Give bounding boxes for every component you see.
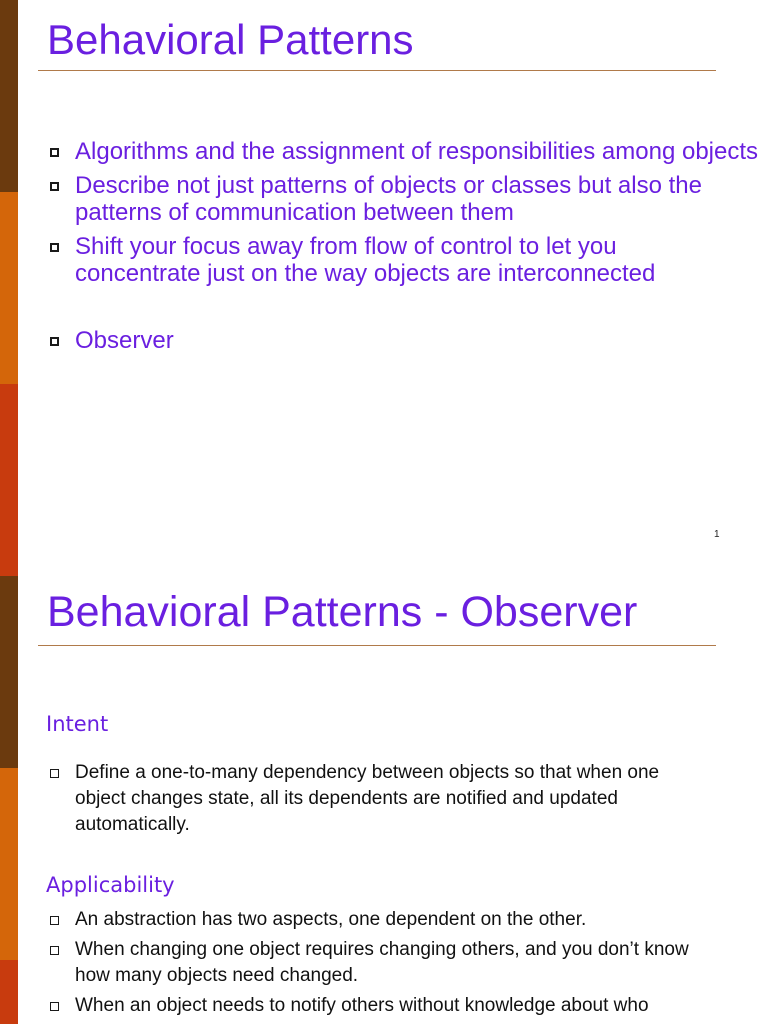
square-bullet-icon bbox=[50, 337, 59, 346]
list-item bbox=[0, 138, 768, 165]
bullet-text: An abstraction has two aspects, one dependent on the other. bbox=[75, 909, 587, 930]
list-item bbox=[0, 233, 768, 287]
slide-title: Behavioral Patterns - Observer bbox=[47, 588, 638, 636]
bullet-text: Shift your focus away from flow of control to let you concentrate just on the way objects are interconnected bbox=[75, 233, 656, 287]
list-item bbox=[0, 907, 768, 933]
list-item bbox=[0, 993, 768, 1019]
list-item bbox=[0, 172, 768, 226]
list-item bbox=[0, 760, 768, 838]
title-divider bbox=[38, 645, 716, 646]
intent-list bbox=[0, 760, 768, 838]
square-bullet-icon bbox=[50, 769, 59, 778]
bullet-text: Algorithms and the assignment of responsibilities among objects bbox=[75, 138, 759, 165]
applicability-list bbox=[0, 907, 768, 1019]
square-bullet-icon bbox=[50, 148, 59, 157]
bullet-text: Observer bbox=[75, 327, 174, 354]
page-number: 1 bbox=[714, 529, 720, 540]
list-item bbox=[0, 327, 768, 354]
square-bullet-icon bbox=[50, 1002, 59, 1011]
bullet-text: When changing one object requires changing others, and you don’t know how many objects need changed. bbox=[75, 939, 689, 986]
bullet-list bbox=[0, 138, 768, 354]
square-bullet-icon bbox=[50, 946, 59, 955]
bullet-text: Define a one-to-many dependency between objects so that when one object changes state, all its dependents are notified and updated automatically. bbox=[75, 762, 660, 835]
list-item bbox=[0, 937, 768, 989]
square-bullet-icon bbox=[50, 243, 59, 252]
bullet-text: When an object needs to notify others without knowledge about who bbox=[75, 995, 649, 1016]
slide-2 bbox=[0, 576, 768, 1024]
applicability-heading: Applicability bbox=[46, 873, 175, 897]
title-divider bbox=[38, 70, 716, 71]
slide-title: Behavioral Patterns bbox=[47, 16, 414, 63]
square-bullet-icon bbox=[50, 182, 59, 191]
intent-heading: Intent bbox=[46, 712, 109, 736]
square-bullet-icon bbox=[50, 916, 59, 925]
bullet-text: Describe not just patterns of objects or classes but also the patterns of communication between them bbox=[75, 172, 702, 226]
